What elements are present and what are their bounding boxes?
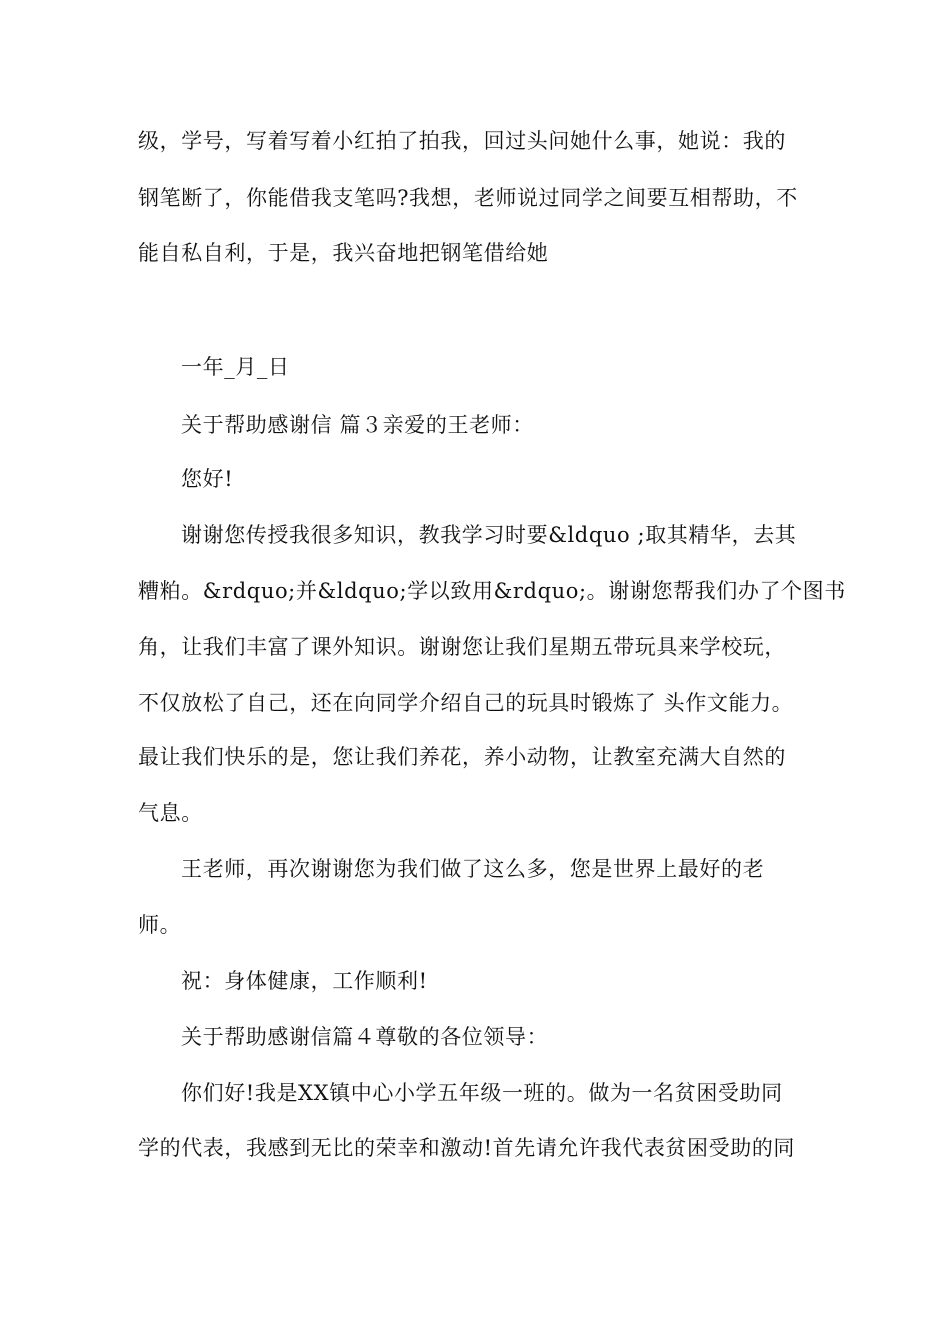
text-line: 谢谢您传授我很多知识，教我学习时要&ldquo ;取其精华，去其 (181, 523, 797, 547)
text-line: 糟粕。&rdquo;并&ldquo;学以致用&rdquo;。谢谢您帮我们办了个图书 (138, 579, 846, 603)
text-line: 钢笔断了，你能借我支笔吗?我想，老师说过同学之间要互相帮助，不 (138, 186, 798, 210)
text-line: 最让我们快乐的是，您让我们养花，养小动物，让教室充满大自然的 (138, 745, 786, 769)
text-line: 师。 (138, 913, 182, 937)
greeting: 您好! (181, 467, 234, 491)
text-line: 王老师，再次谢谢您为我们做了这么多，您是世界上最好的老 (181, 857, 765, 881)
text-line: 你们好!我是XX镇中心小学五年级一班的。做为一名贫困受助同 (181, 1081, 783, 1105)
text-line: 气息。 (138, 801, 203, 825)
text-line: 级，学号，写着写着小红拍了拍我，回过头问她什么事，她说：我的 (138, 129, 786, 153)
date-line: 一年_月_日 (181, 355, 290, 379)
letter-heading: 关于帮助感谢信篇４尊敬的各位领导： (181, 1025, 549, 1049)
letter-heading: 关于帮助感谢信 篇３亲爱的王老师： (181, 413, 534, 437)
text-line: 不仅放松了自己，还在向同学介绍自己的玩具时锻炼了 头作文能力。 (138, 691, 794, 715)
text-line: 角，让我们丰富了课外知识。谢谢您让我们星期五带玩具来学校玩， (138, 635, 786, 659)
text-line: 能自私自利，于是，我兴奋地把钢笔借给她 (138, 241, 549, 265)
text-line: 学的代表，我感到无比的荣幸和激动!首先请允许我代表贫困受助的同 (138, 1136, 796, 1160)
closing-wish: 祝：身体健康，工作顺利! (181, 969, 428, 993)
